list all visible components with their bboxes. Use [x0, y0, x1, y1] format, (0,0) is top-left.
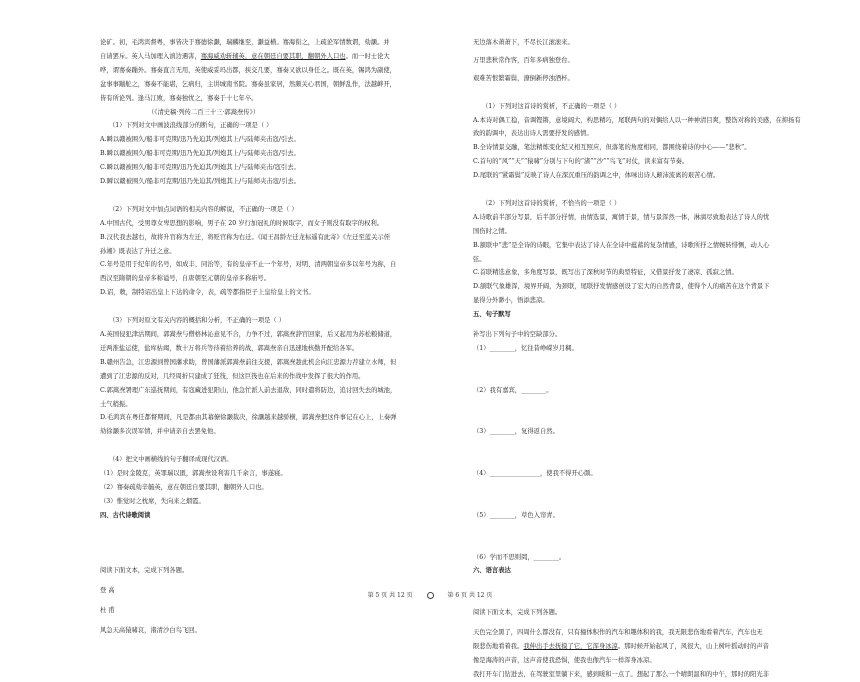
passage-line: 哗，谓骞奏蹦外。骞奏直言无用，英使威妥玛出都，挟交几要，骞奏又欲以身任之。既在英，锡鸿为副使， — [100, 66, 396, 74]
poem-title: 登 高 — [100, 587, 115, 595]
passage-line: 我打开车门钻进去，在驾驶室里躺下来，感到暖和一点了。想起了那么一个晴朗温和的中午，那时的阳光非 — [473, 670, 769, 678]
option: 国伤时之情。 — [473, 227, 511, 235]
right-page-number: 第 6 页 共 12 页 — [447, 592, 493, 599]
option: 孙湘》既表达了升迁之意。 — [100, 247, 176, 255]
poem-line: 风急天高猿啸哀，渚清沙白鸟飞回。 — [100, 627, 201, 635]
fill-blank: （6）学而不思则罔，________。 — [473, 553, 566, 561]
passage-line: 自请罢斥。英人马加理入滇边遇害，骞海威劝斩辅英，意在朝廷自要其职，翻朝外人口也。而一时士论大 — [100, 52, 390, 60]
option: D.颔联气象雄浑，境界开阔，为颈联，尾联抒发情感创设了宏大的自然背景，使得个人的痛苦在这个背景下 — [473, 283, 770, 291]
question-stem: （4）把文中画横线的句子翻译成现代汉语。 — [109, 456, 233, 464]
passage-line: 像是海涛的声音，这声音使我恐惧，使我也像汽车一样浑身冰凉。 — [473, 656, 656, 664]
fill-blank: （2）我有嘉宾，________。 — [473, 386, 553, 394]
passage-line: 论矿。初，毛鸿宾督粤，事皆决于骞德徐灏，瑞麟继至，灏益横。骞海衔之，上疏论军情数谓，劾灏。并 — [100, 39, 390, 46]
poem-line: 万里悲秋常作客，百年多病独登台。 — [473, 56, 574, 64]
section-heading: 四、古代诗歌阅读 — [100, 511, 151, 519]
question-stem: （2）下列对文中加点词语的相关内容的解说，不正确的一项是（ ） — [109, 205, 298, 213]
option: A.英国侵犯津沽期间，郭嵩焘与僧格林沁意见不合，力争不过，郭嵩焘辞官回家，后又起用为苏松粮储道， — [100, 331, 397, 338]
instruction: 补写出下列句子中的空缺部分。 — [473, 331, 562, 339]
option: 劾徐灏多次误军情，并申请亲自去罢免他。 — [100, 428, 220, 436]
option: 显得分外渺小，悟添悲凉。 — [473, 297, 549, 305]
fill-blank: （1）________，忆往昔峥嵘岁月稠。 — [473, 345, 578, 352]
poem-line: 艰难苦恨繁霜鬓，潦倒新停浊酒杯。 — [473, 74, 574, 82]
poem-line: 无边落木萧萧下，不尽长江滚滚来。 — [473, 39, 574, 46]
fill-blank: （4）________________，使我不得开心颜。 — [473, 470, 597, 478]
option: B.汉代我去越右，故将升官称为左迁，将贬官称为右迁。《闻王昌龄左迁龙标遥有此寄》《左迁至蓝关示侄 — [100, 233, 390, 241]
translation-item: （2）骞奏疏劾辛毓英，意在朝廷自要其职，翻朝外人口也。 — [100, 483, 268, 491]
underlined-sentence: 骞海威劝斩辅英，意在朝廷自要其职，翻朝外人口也 — [200, 52, 346, 60]
option: B.赣州告急，江忠源到曾国藩求助，曾国藩派郭嵩焘前往支援，郭嵩焘趁此机会向江忠源力荐建立水师，但 — [100, 358, 397, 366]
option: 弦。 — [473, 255, 486, 263]
passage-line: 盆事事蹦舵之，骞奏不能堪，乞病归，主讲城南书院。骞奏虽家居，然颇关心君国，朝鲜乱作，法越衅开， — [100, 80, 396, 88]
option: A.中国古代，受男尊女卑思想的影响，男子在 20 岁行加冠礼的时候取字，而女子则没有取字的权利。 — [100, 219, 384, 227]
option: D.毛鸿宾在粤任都督期间，凡是都由其幕僚徐灏裁决，徐灏越来越骄横，郭嵩焘把这件事记在心上，上奏弹 — [100, 414, 397, 422]
source-citation: （《清史稿·列传二百三十三·郭嵩焘传》） — [148, 108, 260, 116]
option: C.首句的“风”“天”“猿啸”分别与下句的“渚”“沙”“鸟飞”对仗，读来富有节奏。 — [473, 158, 689, 166]
option: 迁两淮盐运使，盐库枯竭，数十万将兵等待着给养的战，郭嵩焘亲自迅速地核勤开配给各军。 — [100, 344, 359, 352]
fill-blank: （5）________，草色入帘青。 — [473, 511, 559, 519]
instruction: 阅读下面文本，完成下列各题。 — [100, 567, 189, 575]
option: B.全诗情景交融，笔法精炼变化纪又相互照应，但落笔的角度相同，都围绕着诗的中心——“悲秋”。 — [473, 144, 751, 152]
option: 致的韵调中，表达出诗人需要抒发的感情。 — [473, 130, 593, 138]
instruction: 阅读下面文本，完成下列各题。 — [473, 609, 562, 617]
underlined-sentence: 我伸出手去抚摸了它，它浑身冰凉 — [523, 642, 618, 650]
passage-line: 天色完全黑了，四周什么都没有，只有撞体积作的汽车和趣体积的我，我无限悲伤地看着汽车，汽车也无 — [473, 629, 763, 637]
fill-blank: （3）________，复得返自然。 — [473, 428, 559, 436]
translation-item: （3）惟觉时之枕席，失向来之烟霞。 — [100, 497, 205, 505]
option: A.瞬以赣被围久/船非可克期/迅乃先迫其/列炮其上/与陆师夹击寇/引去。 — [100, 136, 300, 144]
translation-item: （1）是时金陵克，英罪瑞以匿，郭嵩焘设利害几千余言，事遂寝。 — [100, 470, 287, 478]
option: C.瞬以赣被围久/船非可克期/迅乃先迫其/列炮其上/与陆师夹击/寇引去。 — [100, 164, 300, 172]
page-footer — [0, 590, 860, 599]
question-stem: （3）下列对原文有关内容的概括和分析，不正确的一项是（ ） — [109, 317, 286, 325]
section-heading: 五、句子默写 — [473, 311, 511, 319]
question-stem: （1）下列对这首诗的赏析，不正确的一项是（ ） — [482, 102, 621, 110]
option: C.首联精选意象，多角度写景，既写出了深秋时节的典型特征，又借景抒发了凄凉、孤寂之情。 — [473, 269, 738, 277]
left-page-number: 第 5 页 共 12 页 — [367, 592, 413, 599]
section-heading: 六、语言表达 — [473, 567, 511, 575]
binding-ring-icon — [427, 592, 434, 599]
poem-author: 杜 甫 — [100, 607, 115, 615]
option: 遭到了江忠源的反对，几经周折只建成了狂筏，但这巨筏也在后来的作战中发挥了很大的作用。 — [100, 372, 365, 380]
option: D.尾联的“紧霜鬓”反映了诗人在深沉重压的韵调之中，体味出诗人颠沛流离的艰苦心情。 — [473, 172, 720, 180]
question-stem: （1）下列对文中画波浪线部分的断句，正确的一项是（ ） — [109, 122, 273, 130]
right-column — [473, 36, 831, 682]
option: B.瞬以赣被围久/船非可克期/迅乃先迫其/列炮其上/与陆师夹击寇/引去。 — [100, 150, 300, 158]
option: C.郭嵩焘署理广东巡抚期间，有寇藏进犯阳山，他急忙派人前去退敌，同时遣将防边，追讨回失去的城池， — [100, 386, 397, 394]
option: D.瞬以赣被围久/船非可克期/迅乃先迫其/列炮其上/与陆师夹击寇/引去。 — [100, 178, 301, 186]
passage-line: 限悲伤地看着我。我伸出手去抚摸了它，它浑身冰凉。那时候开始起风了，风很大，山上树叶摇动时的声音 — [473, 642, 769, 650]
option: A.本诗对偶工稳，音调铿锵，意境阔大，构思精巧，尾联两句的对偶给人以一种神清目爽，整饬对称的美感，在抑扬有 — [473, 116, 801, 124]
option: C.年号是用于纪年的名号，如成丰、同治等，有的皇帝不止一个年号，对明、清两朝皇帝多以年号为称，自 — [100, 261, 397, 269]
option: A.诗歌前半部分写景，后半部分抒情，由情选景，寓情于景，情与景浑然一体，淋漓尽致地表达了诗人的忧 — [473, 213, 770, 221]
option: B.颔联中“悲”是全诗的诗眼，它集中表达了诗人在全诗中蕴蓄的复杂情感，诗歌所抒之情婉转悱恻，动人心 — [473, 241, 770, 249]
passage-line: 皆有所论列。逢马江败，骞奏独忧之，骞奏于十七年卒。 — [100, 94, 258, 102]
option: D.诏，敕，制特诏出皇上下达的命令，表，疏等都指臣子上皇给皇上的文书。 — [100, 289, 315, 297]
question-stem: （2）下列对这首诗的赏析，不恰当的一项是（ ） — [482, 199, 621, 207]
left-column — [100, 36, 458, 638]
option: 土气稍振。 — [100, 400, 132, 408]
option: 西汉至隋朝的皇帝多称谥号，自唐朝至元朝的皇帝多称庙号。 — [100, 275, 271, 283]
